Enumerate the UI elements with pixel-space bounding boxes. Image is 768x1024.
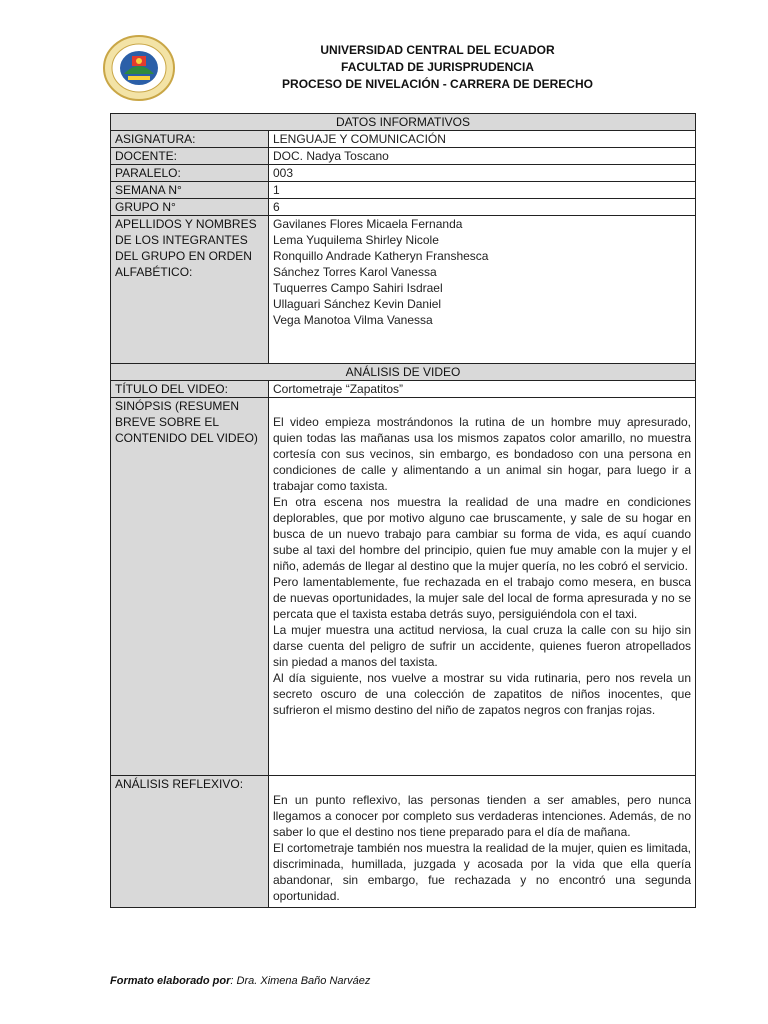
- footer-credit: [110, 975, 370, 987]
- sinopsis-label-line: BREVE SOBRE EL: [115, 415, 220, 429]
- list-item: Tuquerres Campo Sahiri Isdrael: [273, 281, 443, 295]
- sinopsis-label-line: CONTENIDO DEL VIDEO): [115, 431, 258, 445]
- list-item: Lema Yuquilema Shirley Nicole: [273, 233, 439, 247]
- sinopsis-label-line: SINÓPSIS (RESUMEN: [115, 399, 240, 413]
- integrantes-label-line: DEL GRUPO EN ORDEN: [115, 249, 252, 263]
- sinopsis-label: [111, 398, 269, 776]
- docente-value: DOC. Nadya Toscano: [269, 148, 696, 165]
- titulo-value: Cortometraje “Zapatitos”: [269, 381, 696, 398]
- sinopsis-text: [269, 398, 696, 776]
- footer-label: Formato elaborado por: [110, 975, 231, 987]
- integrantes-label-line: APELLIDOS Y NOMBRES: [115, 217, 257, 231]
- integrantes-label-line: ALFABÉTICO:: [115, 265, 193, 279]
- faculty-name: FACULTAD DE JURISPRUDENCIA: [341, 60, 534, 74]
- integrantes-list: [269, 216, 696, 364]
- form-table: [110, 113, 696, 908]
- university-seal-logo: [102, 34, 176, 102]
- section-title-datos: DATOS INFORMATIVOS: [111, 114, 696, 131]
- reflexivo-paragraph: El cortometraje también nos muestra la realidad de la mujer, quien es limitada, discriminada, humillada, juzgada y acosada por la vida que ella quería abandonar, sin embargo, fue rechazada y no encontró una segunda oportunidad.: [273, 841, 692, 903]
- reflexivo-text: [269, 776, 696, 908]
- semana-value: 1: [269, 182, 696, 199]
- integrantes-label: [111, 216, 269, 364]
- titulo-label: TÍTULO DEL VIDEO:: [111, 381, 269, 398]
- sinopsis-paragraph: La mujer muestra una actitud nerviosa, la cual cruza la calle con su hijo sin darse cuenta del peligro de sufrir un accidente, quienes fueron atropellados sin piedad a manos del taxista.: [273, 623, 692, 669]
- document-header: [180, 42, 695, 93]
- footer-author: : Dra. Ximena Baño Narváez: [230, 975, 371, 987]
- semana-label: SEMANA N°: [111, 182, 269, 199]
- reflexivo-label: ANÁLISIS REFLEXIVO:: [111, 776, 269, 908]
- list-item: Gavilanes Flores Micaela Fernanda: [273, 217, 463, 231]
- list-item: Vega Manotoa Vilma Vanessa: [273, 313, 433, 327]
- sinopsis-paragraph: En otra escena nos muestra la realidad de una madre en condiciones deplorables, que por motivo alguno cae bruscamente, y sale de su hogar en busca de un nuevo trabajo para cambiar su forma de vida, es aquí cuando sube al taxi del hombre del principio, quien fue muy amable con la mujer y el niño, además de llegar al destino que la mujer quería, no les cobró el servicio.: [273, 495, 692, 573]
- sinopsis-paragraph: Al día siguiente, nos vuelve a mostrar su vida rutinaria, pero nos revela un secreto oscuro de una colección de zapatitos de niños inocentes, que sufrieron el mismo destino del niño de zapatos negros con franjas rojas.: [273, 671, 692, 717]
- asignatura-label: ASIGNATURA:: [111, 131, 269, 148]
- sinopsis-paragraph: Pero lamentablemente, fue rechazada en el trabajo como mesera, en busca de nuevas oportunidades, la mujer sale del local de forma apresurada y no se percata que el taxista estaba detrás suyo, persiguiéndola con el taxi.: [273, 575, 692, 621]
- list-item: Ronquillo Andrade Katheryn Franshesca: [273, 249, 489, 263]
- paralelo-value: 003: [269, 165, 696, 182]
- grupo-value: 6: [269, 199, 696, 216]
- paralelo-label: PARALELO:: [111, 165, 269, 182]
- docente-label: DOCENTE:: [111, 148, 269, 165]
- list-item: Ullaguari Sánchez Kevin Daniel: [273, 297, 442, 311]
- sinopsis-paragraph: El video empieza mostrándonos la rutina de un hombre muy apresurado, quien todas las mañanas usa los mismos zapatos color amarillo, no muestra cortesía con sus vecinos, sin embargo, es bondadoso con una persona en condiciones de calle y alimentando a un animal sin hogar, para luego ir a trabajar como taxista.: [273, 415, 692, 493]
- university-name: UNIVERSIDAD CENTRAL DEL ECUADOR: [320, 43, 555, 57]
- reflexivo-paragraph: En un punto reflexivo, las personas tienden a ser amables, pero nunca llegamos a conocer por completo sus verdaderas intenciones. Además, de no saber lo que el destino nos tiene preparado para el día de mañana.: [273, 793, 692, 839]
- program-name: PROCESO DE NIVELACIÓN - CARRERA DE DERECHO: [282, 77, 593, 91]
- integrantes-label-line: DE LOS INTEGRANTES: [115, 233, 248, 247]
- list-item: Sánchez Torres Karol Vanessa: [273, 265, 437, 279]
- grupo-label: GRUPO N°: [111, 199, 269, 216]
- section-title-analisis: ANÁLISIS DE VIDEO: [111, 364, 696, 381]
- asignatura-value: LENGUAJE Y COMUNICACIÓN: [269, 131, 696, 148]
